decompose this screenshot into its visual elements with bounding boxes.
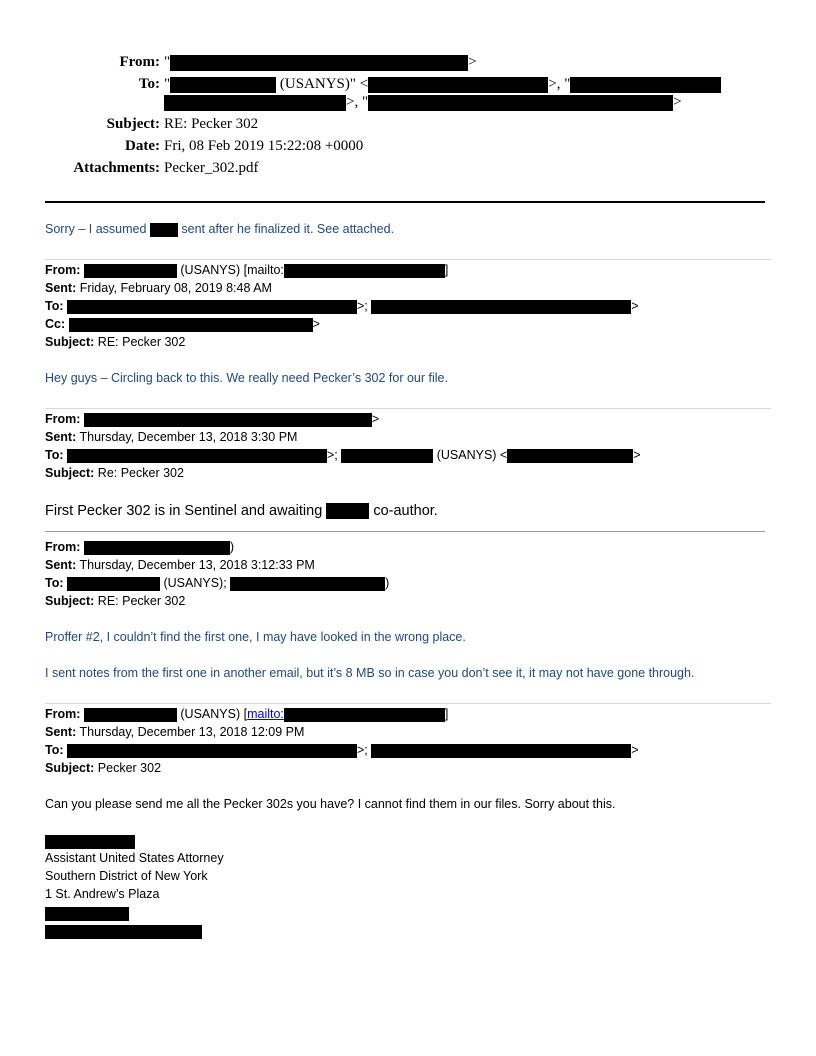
body-text: First Pecker 302 is in Sentinel and awaiting xyxy=(45,503,323,519)
subject-value: Re: Pecker 302 xyxy=(97,466,184,480)
header-to-row-continued: >, " > xyxy=(164,94,682,114)
redaction xyxy=(45,925,202,939)
redaction xyxy=(170,55,468,71)
sent-label: Sent: xyxy=(45,430,77,444)
redaction xyxy=(84,708,177,722)
body-text: Sorry – I assumed xyxy=(45,222,147,236)
header-attachments-row xyxy=(0,160,816,180)
from-agency: (USANYS) [mailto: xyxy=(180,263,284,277)
signature-address: 1 St. Andrew’s Plaza xyxy=(45,887,160,901)
subject-value: RE: Pecker 302 xyxy=(97,335,186,349)
subject-line xyxy=(45,335,185,349)
header-from-value: " > xyxy=(164,54,477,70)
from-label: From: xyxy=(45,412,81,426)
redaction xyxy=(284,264,445,278)
redaction xyxy=(368,77,548,93)
signature-office: Southern District of New York xyxy=(45,869,208,883)
redaction xyxy=(371,300,631,314)
sent-label: Sent: xyxy=(45,281,77,295)
redaction xyxy=(326,503,369,519)
from-line: From: (USANYS) [mailto: ] xyxy=(45,263,449,277)
to-line: To: >; > xyxy=(45,743,639,757)
subject-label: Subject: xyxy=(45,594,95,608)
redaction xyxy=(284,708,445,722)
from-line: From: (USANYS) [mailto: ] xyxy=(45,707,449,721)
subject-value: Pecker 302 xyxy=(97,761,162,775)
subject-value: RE: Pecker 302 xyxy=(97,594,186,608)
message-body-1 xyxy=(45,222,394,237)
message-body-3 xyxy=(45,503,438,519)
to-line: To: >; > xyxy=(45,299,639,313)
sent-value: Friday, February 08, 2019 8:48 AM xyxy=(79,281,272,295)
attachment-filename[interactable]: Pecker_302.pdf xyxy=(164,160,259,176)
redaction xyxy=(84,541,230,555)
sent-label: Sent: xyxy=(45,558,77,572)
cc-label: Cc: xyxy=(45,317,66,331)
message-body-5: Can you please send me all the Pecker 302s you have? I cannot find them in our files. Sorry about this. xyxy=(45,797,616,811)
from-agency: (USANYS) [ xyxy=(180,707,248,721)
redaction xyxy=(368,95,673,111)
message-divider xyxy=(45,408,771,409)
subject-line xyxy=(45,594,185,608)
redaction xyxy=(67,744,357,758)
sent-line xyxy=(45,281,272,295)
subject-label: Subject: xyxy=(45,335,95,349)
redaction xyxy=(45,907,129,921)
from-label: From: xyxy=(45,540,81,554)
redaction xyxy=(371,744,631,758)
to-label: To: xyxy=(45,576,64,590)
header-to-agency: (USANYS)" xyxy=(279,76,357,92)
redaction xyxy=(507,449,633,463)
to-agency: (USANYS); xyxy=(163,576,227,590)
sent-value: Thursday, December 13, 2018 3:12:33 PM xyxy=(79,558,315,572)
header-subject-row xyxy=(0,116,816,136)
redaction xyxy=(341,449,433,463)
redaction xyxy=(69,318,313,332)
message-divider xyxy=(45,531,765,532)
message-body-2: Hey guys – Circling back to this. We really need Pecker’s 302 for our file. xyxy=(45,371,448,385)
subject-line xyxy=(45,761,161,775)
redaction xyxy=(67,300,357,314)
message-body-4-paragraph-1: Proffer #2, I couldn’t find the first one, I may have looked in the wrong place. xyxy=(45,630,466,644)
from-line: From: ) xyxy=(45,540,235,554)
header-to-value: " (USANYS)" < >, " xyxy=(164,76,721,93)
sent-value: Thursday, December 13, 2018 12:09 PM xyxy=(79,725,305,739)
sent-label: Sent: xyxy=(45,725,77,739)
header-subject-label: Subject: xyxy=(106,116,160,132)
from-label: From: xyxy=(45,263,81,277)
to-label: To: xyxy=(45,448,64,462)
to-line: To: >; (USANYS) < > xyxy=(45,448,641,462)
redaction xyxy=(164,95,346,111)
subject-label: Subject: xyxy=(45,761,95,775)
header-to-row xyxy=(0,76,816,96)
to-line: To: (USANYS); ) xyxy=(45,576,390,590)
sent-line xyxy=(45,430,297,444)
from-label: From: xyxy=(45,707,81,721)
from-line: From: > xyxy=(45,412,380,426)
mailto-link[interactable] xyxy=(247,707,445,721)
header-divider xyxy=(45,201,765,203)
subject-line xyxy=(45,466,184,480)
sent-line xyxy=(45,725,304,739)
redaction xyxy=(230,577,385,591)
sent-line xyxy=(45,558,315,572)
redaction xyxy=(84,413,372,427)
redaction xyxy=(570,77,721,93)
cc-line: Cc: > xyxy=(45,317,320,331)
subject-label: Subject: xyxy=(45,466,95,480)
message-divider xyxy=(45,703,771,704)
header-attachments-label: Attachments: xyxy=(73,160,160,176)
redaction xyxy=(45,835,135,849)
header-to-label: To: xyxy=(138,76,160,92)
header-date-value: Fri, 08 Feb 2019 15:22:08 +0000 xyxy=(164,138,364,154)
redaction xyxy=(67,577,160,591)
body-text: co-author. xyxy=(373,503,438,519)
redaction xyxy=(84,264,177,278)
header-date-row xyxy=(0,138,816,158)
header-from-label: From: xyxy=(119,54,160,70)
message-divider xyxy=(45,259,771,260)
redaction xyxy=(150,223,178,237)
header-subject-value: RE: Pecker 302 xyxy=(164,116,259,132)
signature-title: Assistant United States Attorney xyxy=(45,851,224,865)
header-from-row xyxy=(0,54,816,74)
message-body-4-paragraph-2: I sent notes from the first one in another email, but it’s 8 MB so in case you don’t see it, it may not have gone through. xyxy=(45,666,695,680)
redaction xyxy=(67,449,327,463)
to-label: To: xyxy=(45,743,64,757)
body-text: sent after he finalized it. See attached. xyxy=(181,222,395,236)
to-label: To: xyxy=(45,299,64,313)
sent-value: Thursday, December 13, 2018 3:30 PM xyxy=(79,430,298,444)
mailto-text: mailto: xyxy=(247,707,284,721)
to-agency: (USANYS) < xyxy=(436,448,508,462)
redaction xyxy=(170,77,276,93)
header-date-label: Date: xyxy=(125,138,160,154)
